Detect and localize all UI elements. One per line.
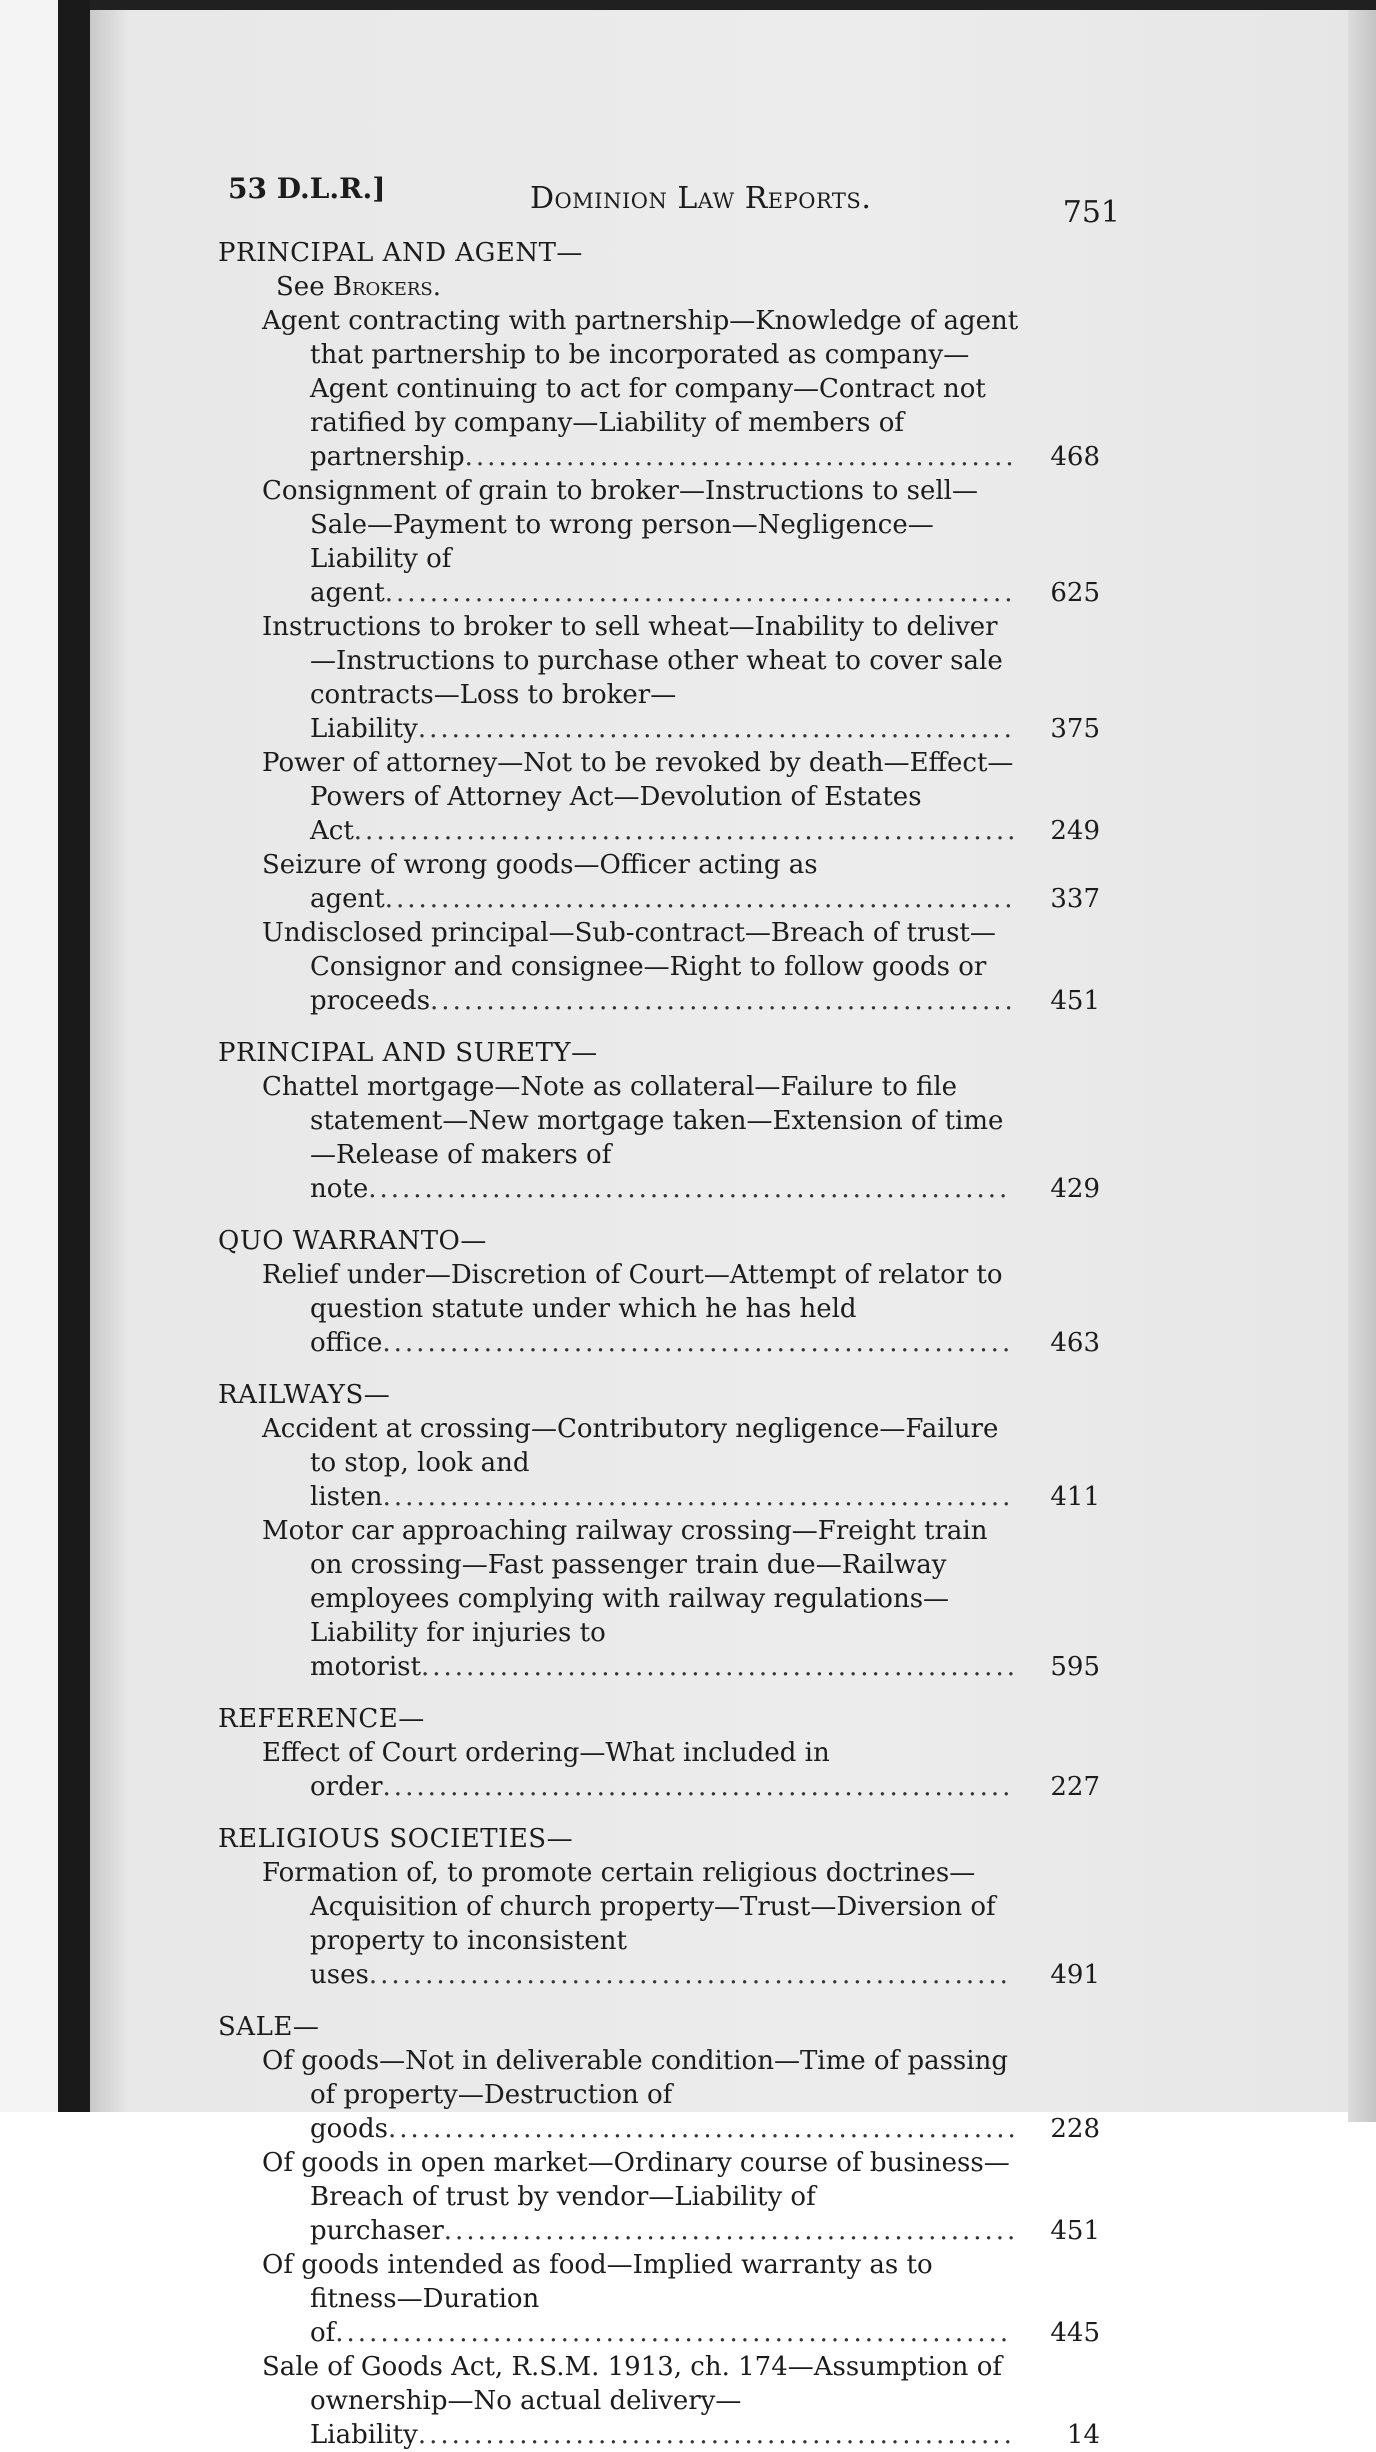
section-heading: REFERENCE—	[218, 1704, 425, 1734]
section-heading: PRINCIPAL AND AGENT—	[218, 238, 583, 268]
book-spine	[58, 0, 90, 2112]
entry-text: Relief under—Discretion of Court—Attempt of relator to question statute under which he has held office	[262, 1260, 1003, 1358]
section-heading: PRINCIPAL AND SURETY—	[218, 1038, 598, 1068]
index-entry	[210, 1856, 1100, 1992]
entry-text: Seizure of wrong goods—Officer acting as agent	[262, 850, 818, 914]
entry-page-number: 451	[1050, 986, 1100, 1016]
index-entry	[210, 2146, 1100, 2248]
entry-page-number: 463	[1050, 1328, 1100, 1358]
entry-text: Chattel mortgage—Note as collateral—Failure to file statement—New mortgage taken—Extension of time—Release of makers of note	[262, 1072, 1004, 1204]
index-section	[210, 1036, 1100, 1206]
index-section	[210, 1378, 1100, 1684]
dot-leader: ...........................................................	[353, 816, 1019, 846]
entry-text: Power of attorney—Not to be revoked by death—Effect—Powers of Attorney Act—Devolution of Estates Act	[262, 748, 1014, 846]
entry-text: Of goods in open market—Ordinary course of business—Breach of trust by vendor—Liability of purchaser	[262, 2148, 1010, 2246]
dot-leader: ............................................................	[335, 2318, 1012, 2348]
dot-leader: ........................................................	[382, 1772, 1014, 1802]
entry-page-number: 228	[1050, 2114, 1100, 2144]
entry-page-number: 249	[1050, 816, 1100, 846]
section-heading: SALE—	[218, 2012, 320, 2042]
entry-text: Consignment of grain to broker—Instructions to sell—Sale—Payment to wrong person—Negligence—Liability of agent	[262, 476, 978, 608]
dot-leader: ........................................................	[382, 1328, 1014, 1358]
entry-page-number: 595	[1050, 1652, 1100, 1682]
index-entry	[210, 1514, 1100, 1684]
index-section	[210, 1224, 1100, 1360]
index-section	[210, 2010, 1100, 2452]
index-entry	[210, 2248, 1100, 2350]
index-entry	[210, 1070, 1100, 1206]
see-target: Brokers.	[332, 272, 442, 302]
publication-title: Dominion Law Reports.	[530, 181, 872, 216]
volume-reference: 53 D.L.R.]	[228, 172, 386, 205]
index-entry	[210, 2044, 1100, 2146]
dot-leader: ........................................................	[387, 2114, 1019, 2144]
dot-leader: .........................................................	[368, 1174, 1011, 1204]
index-entry	[210, 1258, 1100, 1360]
entry-text: Formation of, to promote certain religious doctrines—Acquisition of church property—Trust—Diversion of property to inconsistent uses	[262, 1858, 996, 1990]
scan-margin	[0, 0, 58, 2112]
index-entry	[210, 610, 1100, 746]
entry-text: Effect of Court ordering—What included in order	[262, 1738, 830, 1802]
index-sections	[210, 236, 1100, 2452]
entry-page-number: 625	[1050, 578, 1100, 608]
entry-page-number: 227	[1050, 1772, 1100, 1802]
index-entry	[210, 304, 1100, 474]
index-section	[210, 1822, 1100, 1992]
index-entry	[210, 1736, 1100, 1804]
see-reference	[210, 270, 1100, 304]
entry-page-number: 468	[1050, 442, 1100, 472]
index-entry	[210, 848, 1100, 916]
entry-text: Agent contracting with partnership—Knowledge of agent that partnership to be incorporated as company—Agent continuing to act for company—Contract not ratified by company—Liability of members of partnership	[262, 306, 1019, 472]
entry-text: Of goods intended as food—Implied warranty as to fitness—Duration of	[262, 2250, 933, 2348]
entry-page-number: 445	[1050, 2318, 1100, 2348]
entry-text: Undisclosed principal—Sub-contract—Breach of trust—Consignor and consignee—Right to follow goods or proceeds	[262, 918, 996, 1016]
entry-text: Instructions to broker to sell wheat—Inability to deliver—Instructions to purchase other wheat to cover sale contracts—Loss to broker—Liability	[262, 612, 1003, 744]
index-entry	[210, 1412, 1100, 1514]
section-heading: QUO WARRANTO—	[218, 1226, 487, 1256]
dot-leader: ...................................................	[443, 2216, 1019, 2246]
entry-page-number: 337	[1050, 884, 1100, 914]
entry-text: Accident at crossing—Contributory negligence—Failure to stop, look and listen	[262, 1414, 999, 1512]
index-section	[210, 236, 1100, 1018]
entry-page-number: 451	[1050, 2216, 1100, 2246]
dot-leader: ........................................................	[382, 1482, 1014, 1512]
entry-text: Sale of Goods Act, R.S.M. 1913, ch. 174—Assumption of ownership—No actual delivery—Liability	[262, 2352, 1002, 2450]
dot-leader: .................................................	[464, 442, 1017, 472]
dot-leader: .....................................................	[417, 2420, 1015, 2450]
dot-leader: ....................................................	[430, 986, 1016, 1016]
entry-page-number: 411	[1050, 1482, 1100, 1512]
dot-leader: .........................................................	[368, 1960, 1011, 1990]
entry-text: Motor car approaching railway crossing—Freight train on crossing—Fast passenger train due—Railway employees complying with railway regulations—Liability for injuries to motorist	[262, 1516, 988, 1682]
entry-page-number: 491	[1050, 1960, 1100, 1990]
dot-leader: ........................................................	[384, 578, 1016, 608]
index-entry	[210, 746, 1100, 848]
dot-leader: .....................................................	[417, 714, 1015, 744]
entry-page-number: 375	[1050, 714, 1100, 744]
index-entry	[210, 2350, 1100, 2452]
entry-text: Of goods—Not in deliverable condition—Time of passing of property—Destruction of goods	[262, 2046, 1008, 2144]
section-heading: RELIGIOUS SOCIETIES—	[218, 1824, 574, 1854]
running-header	[210, 160, 1120, 236]
index-entry	[210, 474, 1100, 610]
section-heading: RAILWAYS—	[218, 1380, 391, 1410]
index-page-content	[210, 160, 1120, 2452]
index-entry	[210, 916, 1100, 1018]
see-prefix: See	[276, 272, 333, 302]
entry-page-number: 429	[1050, 1174, 1100, 1204]
index-section	[210, 1702, 1100, 1804]
dot-leader: ........................................................	[384, 884, 1016, 914]
page-number: 751	[1062, 195, 1120, 230]
dot-leader: .....................................................	[420, 1652, 1018, 1682]
page-edge	[1348, 10, 1376, 2122]
entry-page-number: 14	[1066, 2420, 1100, 2450]
